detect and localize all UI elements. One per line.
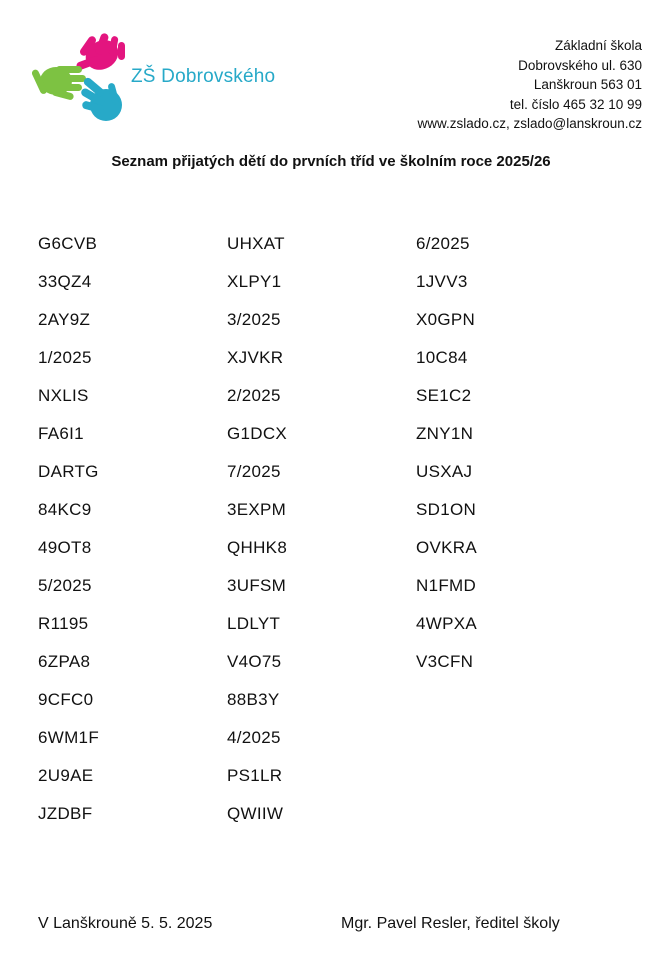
magenta-hand-icon	[75, 33, 125, 76]
applicant-code: 1/2025	[38, 348, 92, 367]
applicant-code: PS1LR	[227, 766, 283, 785]
address-line-school: Základní škola	[554, 38, 642, 53]
applicant-code: 4WPXA	[416, 614, 478, 633]
applicant-code: 3UFSM	[227, 576, 287, 595]
code-column-2	[227, 233, 287, 841]
applicant-code: JZDBF	[38, 804, 93, 823]
applicant-code: X0GPN	[416, 310, 476, 329]
green-hand-icon	[32, 66, 86, 101]
applicant-code: 7/2025	[227, 462, 281, 481]
applicant-code: 3EXPM	[227, 500, 287, 519]
applicant-code: 6/2025	[416, 234, 470, 253]
applicant-code: N1FMD	[416, 576, 477, 595]
applicant-code: ZNY1N	[416, 424, 474, 443]
applicant-code: R1195	[38, 614, 89, 633]
applicant-code: NXLIS	[38, 386, 89, 405]
applicant-code: 88B3Y	[227, 690, 280, 709]
applicant-code: 49OT8	[38, 538, 92, 557]
school-address	[417, 36, 642, 134]
applicant-code: 2U9AE	[38, 766, 94, 785]
address-line-street: Dobrovského ul. 630	[518, 57, 642, 73]
code-column-3	[416, 233, 477, 689]
signature-line: Mgr. Pavel Resler, ředitel školy	[341, 915, 560, 932]
school-logo-text: ZŠ Dobrovského	[131, 66, 276, 87]
document-title: Seznam přijatých dětí do prvních tříd ve školním roce 2025/26	[111, 153, 551, 170]
applicant-code: QHHK8	[227, 538, 288, 557]
applicant-code: V4O75	[227, 652, 282, 671]
applicant-code: FA6I1	[38, 424, 84, 443]
applicant-code: SE1C2	[416, 386, 472, 405]
cyan-hand-icon	[80, 76, 122, 121]
applicant-code: G6CVB	[38, 234, 98, 253]
applicant-code: 2/2025	[227, 386, 281, 405]
applicant-code: QWIIW	[227, 804, 284, 823]
applicant-code: 2AY9Z	[38, 310, 91, 329]
school-logo-hands-icon	[32, 33, 132, 128]
applicant-code: SD1ON	[416, 500, 477, 519]
applicant-code: 9CFC0	[38, 690, 94, 709]
applicant-code: 3/2025	[227, 310, 281, 329]
code-column-1	[38, 233, 99, 841]
address-line-city: Lanškroun 563 01	[533, 77, 642, 92]
applicant-code: 6WM1F	[38, 728, 99, 747]
applicant-code: 4/2025	[227, 728, 281, 747]
applicant-code: 10C84	[416, 348, 468, 367]
applicant-code: OVKRA	[416, 538, 478, 557]
applicant-code: XJVKR	[227, 348, 284, 367]
applicant-code: V3CFN	[416, 652, 474, 671]
address-line-web-email: www.zslado.cz, zslado@lanskroun.cz	[417, 116, 642, 131]
applicant-code: UHXAT	[227, 234, 285, 253]
applicant-code: G1DCX	[227, 424, 288, 443]
applicant-code: 33QZ4	[38, 272, 92, 291]
applicant-code: 1JVV3	[416, 272, 468, 291]
address-line-phone: tel. číslo 465 32 10 99	[509, 96, 642, 112]
applicant-code: DARTG	[38, 462, 99, 481]
applicant-code: USXAJ	[416, 462, 473, 481]
applicant-code: 84KC9	[38, 500, 92, 519]
applicant-code: XLPY1	[227, 272, 282, 291]
place-and-date: V Lanškrouně 5. 5. 2025	[38, 915, 213, 932]
applicant-code: LDLYT	[227, 614, 281, 633]
applicant-code: 6ZPA8	[38, 652, 91, 671]
applicant-code: 5/2025	[38, 576, 92, 595]
